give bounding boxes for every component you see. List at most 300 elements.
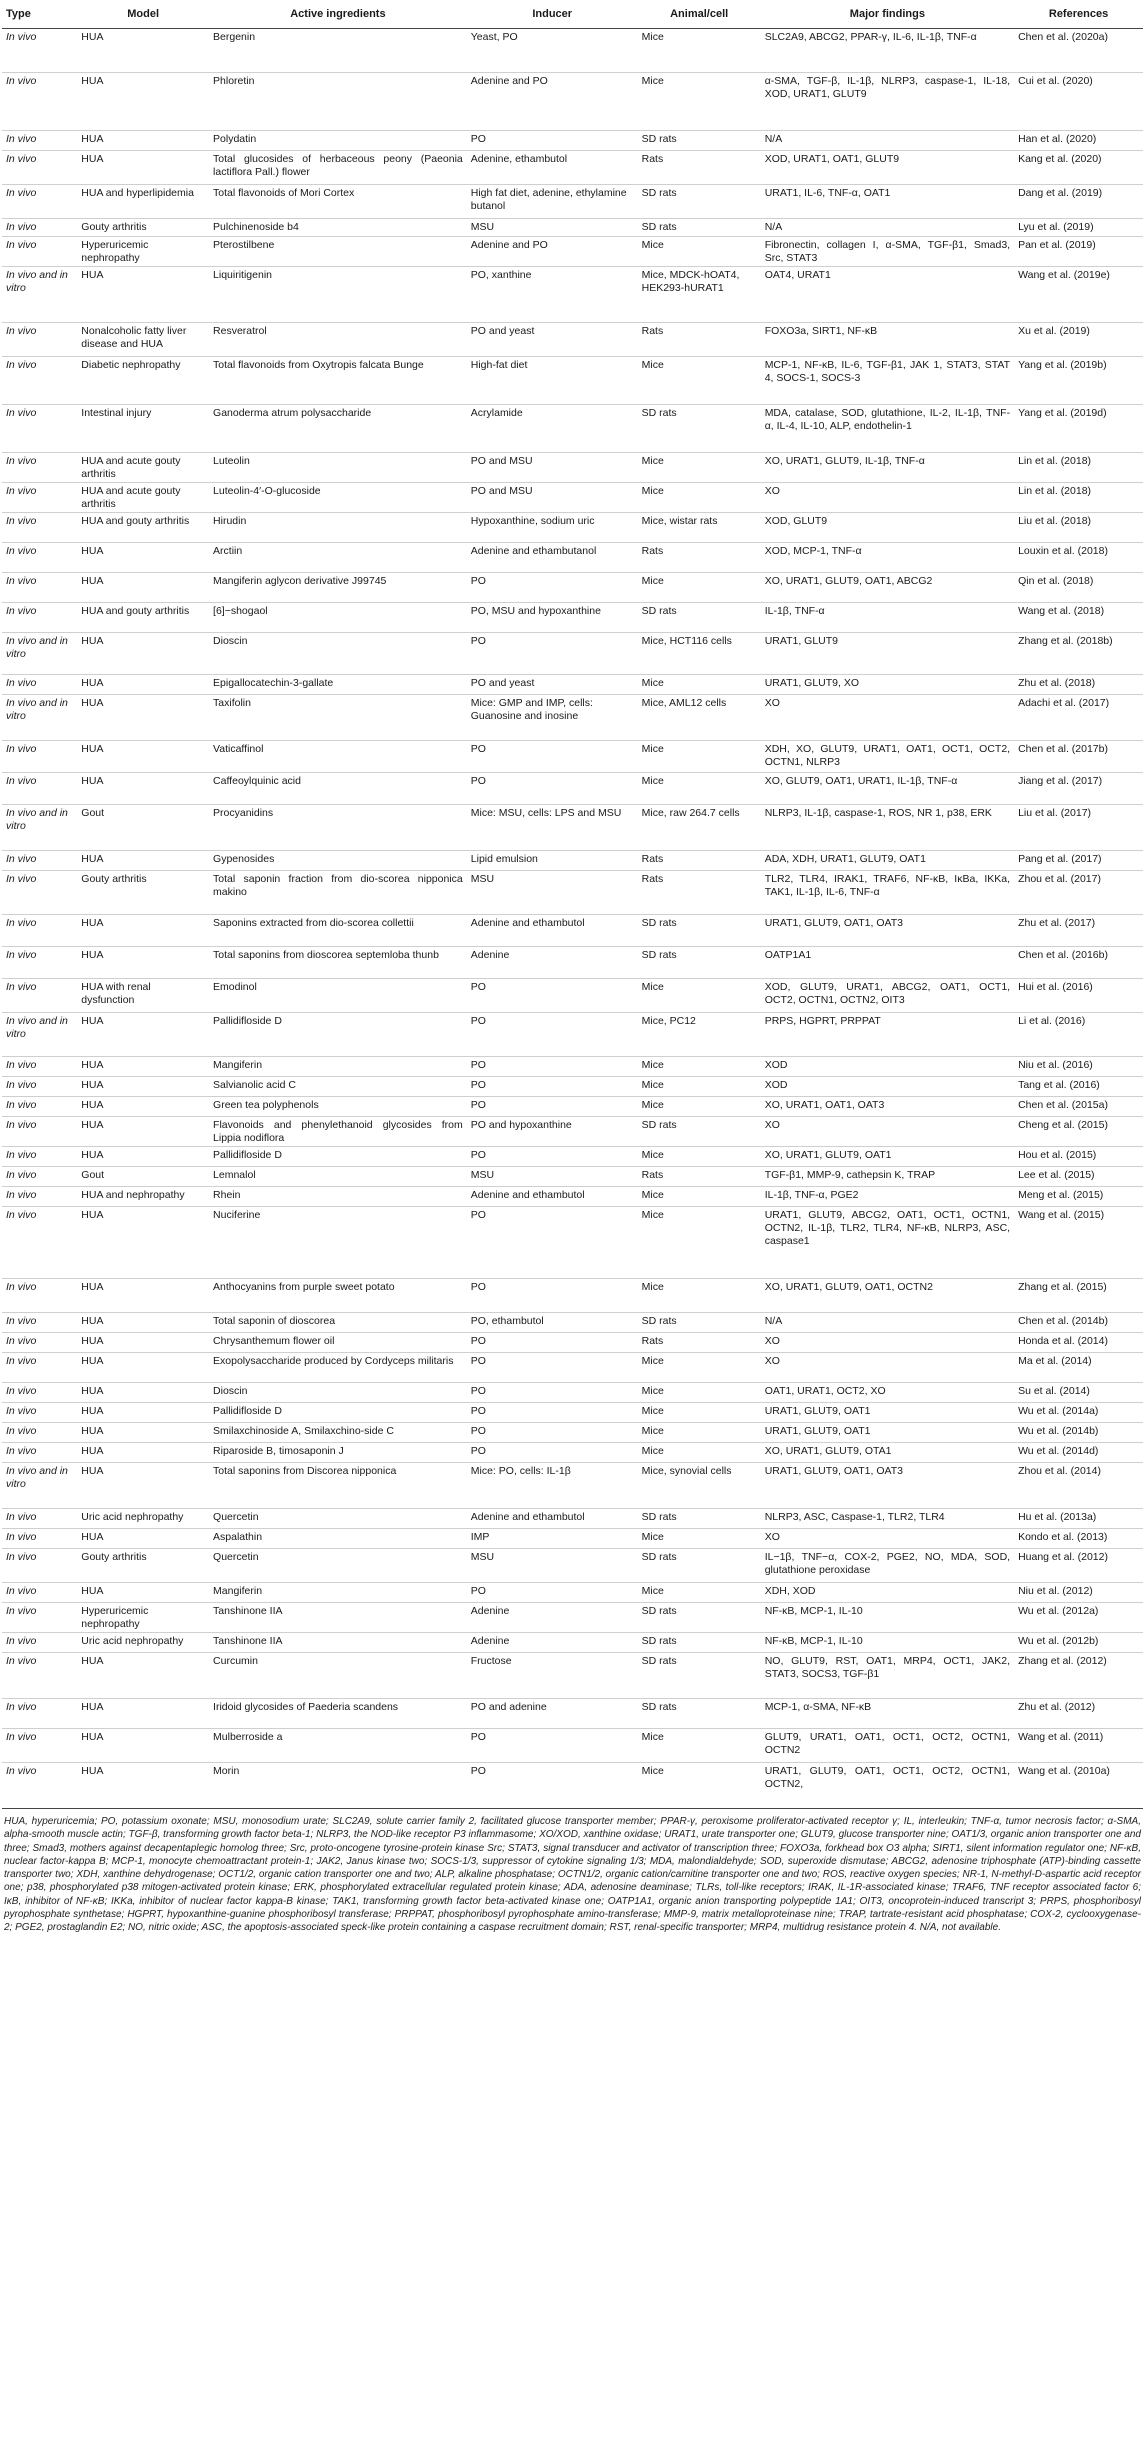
cell-model: Nonalcoholic fatty liver disease and HUA — [77, 323, 209, 357]
cell-model: HUA — [77, 1383, 209, 1403]
cell-major-findings: URAT1, GLUT9, OAT1, OAT3 — [761, 1463, 1014, 1509]
cell-active-ingredients: Hirudin — [209, 513, 467, 543]
cell-major-findings: XOD — [761, 1077, 1014, 1097]
cell-animal-cell: Rats — [638, 851, 761, 871]
cell-reference: Kondo et al. (2013) — [1014, 1529, 1143, 1549]
cell-active-ingredients: Total flavonoids of Mori Cortex — [209, 185, 467, 219]
cell-major-findings: α-SMA, TGF-β, IL-1β, NLRP3, caspase-1, IL-18, XOD, URAT1, GLUT9 — [761, 73, 1014, 131]
cell-model: Gout — [77, 805, 209, 851]
cell-animal-cell: Mice, wistar rats — [638, 513, 761, 543]
cell-active-ingredients: Arctiin — [209, 543, 467, 573]
table-footnote: HUA, hyperuricemia; PO, potassium oxonate; MSU, monosodium urate; SLC2A9, solute carrier family 2, facilitated glucose transporter member; PPAR-γ, peroxisome proliferator-activated receptor γ; IL, interleukin; TNF-α, tumor necrosis factor; α-SMA, alpha-smooth muscle actin; TGF-β, transforming growth factor beta-1; NLRP3, the NOD-like receptor P3 inflammasome; XO/XOD, xanthine oxidase; URAT1, urate transporter one; GLUT9, glucose transporter nine; OAT1/3, organic anion transporter one and three; Smad3, mothers against decapentaplegic homolog three; Src, proto-oncogene tyrosine-protein kinase Src; STAT3, signal transducer and activator of transcription three; FOXO3a, forkhead box O3 alpha; SIRT1, silent information regulator one; NF-κB, nuclear factor-kappa B; MCP-1, monocyte chemoattractant protein-1; JAK2, Janus kinase two; SOCS-1/3, suppressor of cytokine signaling 1/3; MDA, malondialdehyde; SOD, superoxide dismutase; ABCG2, adenosine triphosphate (ATP)-binding cassette transporter two; XDH, xanthine dehydrogenase; OCT1/2, organic cation transporter one and two; ALP, alkaline phosphatase; OCTN1/2, organic cation/carnitine transporter one and two; ROS, reactive oxygen species; NR-1, N-methyl-D-aspartic acid receptor one; p38, phosphorylated p38 mitogen-activated protein kinase; ERK, phosphorylated extracellular regulated protein kinase; ADA, adenosine deaminase; TLRs, toll-like receptors; IRAK, IL-1R-associated kinase; TRAF6, TNF receptor associated factor 6; IκB, inhibitor of NF-κB; IKKa, inhibitor of nuclear factor kappa-B kinase; TAK1, transforming growth factor beta-activated kinase one; OATP1A1, organic anion transporting polypeptide 1A1; OIT3, oncoprotein-induced transcript 3; PRPS, phosphoribosyl pyrophosphate synthetase; HGPRT, hypoxanthine-guanine phosphoribosyl transferase; PRPPAT, phosphoribosyl pyrophosphate amino-transferase; MMP-9, matrix metalloproteinase nine; TRAP, tartrate-resistant acid phosphatase; COX-2, cyclooxygenase-2; PGE2, prostaglandin E2; NO, nitric oxide; ASC, the apoptosis-associated speck-like protein containing a caspase recruitment domain; RST, renal-specific transporter; MRP4, multidrug resistance protein 4. N/A, not available. — [4, 1816, 1141, 1934]
cell-model: HUA — [77, 1279, 209, 1313]
column-header: Inducer — [467, 0, 638, 29]
table-row — [2, 1013, 1143, 1057]
cell-animal-cell: Rats — [638, 1333, 761, 1353]
cell-animal-cell: SD rats — [638, 1313, 761, 1333]
cell-inducer: PO — [467, 1383, 638, 1403]
cell-inducer: Adenine — [467, 1633, 638, 1653]
cell-active-ingredients: Resveratrol — [209, 323, 467, 357]
cell-reference: Liu et al. (2017) — [1014, 805, 1143, 851]
cell-inducer: MSU — [467, 1167, 638, 1187]
cell-reference: Li et al. (2016) — [1014, 1013, 1143, 1057]
cell-active-ingredients: Salvianolic acid C — [209, 1077, 467, 1097]
cell-active-ingredients: Pterostilbene — [209, 237, 467, 267]
cell-inducer: Adenine and ethambutol — [467, 1509, 638, 1529]
cell-animal-cell: Mice — [638, 1763, 761, 1809]
cell-inducer: PO — [467, 633, 638, 675]
cell-type: In vivo and in vitro — [2, 1463, 77, 1509]
column-header: Active ingredients — [209, 0, 467, 29]
cell-active-ingredients: Luteolin — [209, 453, 467, 483]
cell-inducer: Adenine, ethambutol — [467, 151, 638, 185]
cell-active-ingredients: Total saponin fraction from dio-scorea nipponica makino — [209, 871, 467, 915]
cell-reference: Tang et al. (2016) — [1014, 1077, 1143, 1097]
cell-type: In vivo — [2, 573, 77, 603]
cell-reference: Chen et al. (2014b) — [1014, 1313, 1143, 1333]
cell-model: HUA — [77, 1653, 209, 1699]
cell-active-ingredients: Ganoderma atrum polysaccharide — [209, 405, 467, 453]
cell-type: In vivo — [2, 1403, 77, 1423]
cell-inducer: Adenine and ethambutol — [467, 1187, 638, 1207]
table-row — [2, 1333, 1143, 1353]
cell-active-ingredients: Dioscin — [209, 633, 467, 675]
table-row — [2, 1403, 1143, 1423]
cell-type: In vivo — [2, 1699, 77, 1729]
cell-inducer: PO — [467, 1097, 638, 1117]
cell-reference: Zhu et al. (2018) — [1014, 675, 1143, 695]
cell-inducer: PO — [467, 1077, 638, 1097]
cell-reference: Adachi et al. (2017) — [1014, 695, 1143, 741]
table-row — [2, 1549, 1143, 1583]
cell-inducer: Fructose — [467, 1653, 638, 1699]
cell-active-ingredients: Curcumin — [209, 1653, 467, 1699]
cell-animal-cell: Mice — [638, 237, 761, 267]
cell-animal-cell: Mice — [638, 741, 761, 773]
cell-model: HUA — [77, 543, 209, 573]
table-row — [2, 633, 1143, 675]
cell-reference: Louxin et al. (2018) — [1014, 543, 1143, 573]
cell-type: In vivo — [2, 603, 77, 633]
cell-type: In vivo — [2, 947, 77, 979]
cell-animal-cell: Mice — [638, 979, 761, 1013]
cell-active-ingredients: Dioscin — [209, 1383, 467, 1403]
cell-inducer: PO — [467, 1279, 638, 1313]
cell-model: HUA — [77, 1147, 209, 1167]
cell-inducer: MSU — [467, 871, 638, 915]
cell-type: In vivo — [2, 513, 77, 543]
cell-reference: Zhu et al. (2017) — [1014, 915, 1143, 947]
cell-reference: Zhu et al. (2012) — [1014, 1699, 1143, 1729]
cell-inducer: PO — [467, 1403, 638, 1423]
cell-animal-cell: Mice — [638, 483, 761, 513]
cell-inducer: IMP — [467, 1529, 638, 1549]
cell-active-ingredients: Pallidifloside D — [209, 1013, 467, 1057]
cell-inducer: PO — [467, 1057, 638, 1077]
cell-active-ingredients: Lemnalol — [209, 1167, 467, 1187]
cell-model: HUA — [77, 573, 209, 603]
cell-type: In vivo — [2, 1653, 77, 1699]
cell-major-findings: MDA, catalase, SOD, glutathione, IL-2, IL-1β, TNF-α, IL-4, IL-10, ALP, endothelin-1 — [761, 405, 1014, 453]
cell-active-ingredients: Tanshinone IIA — [209, 1633, 467, 1653]
cell-model: HUA — [77, 675, 209, 695]
cell-animal-cell: SD rats — [638, 1653, 761, 1699]
table-row — [2, 1383, 1143, 1403]
cell-active-ingredients: Saponins extracted from dio-scorea collettii — [209, 915, 467, 947]
cell-type: In vivo — [2, 1423, 77, 1443]
cell-active-ingredients: Total saponin of dioscorea — [209, 1313, 467, 1333]
cell-active-ingredients: Exopolysaccharide produced by Cordyceps militaris — [209, 1353, 467, 1383]
table-row — [2, 1353, 1143, 1383]
cell-reference: Chen et al. (2017b) — [1014, 741, 1143, 773]
cell-reference: Zhang et al. (2015) — [1014, 1279, 1143, 1313]
table-row — [2, 1509, 1143, 1529]
cell-reference: Kang et al. (2020) — [1014, 151, 1143, 185]
cell-inducer: PO, ethambutol — [467, 1313, 638, 1333]
cell-model: HUA — [77, 1729, 209, 1763]
cell-major-findings: TGF-β1, MMP-9, cathepsin K, TRAP — [761, 1167, 1014, 1187]
cell-major-findings: XO — [761, 1353, 1014, 1383]
table-row — [2, 805, 1143, 851]
cell-model: Uric acid nephropathy — [77, 1633, 209, 1653]
cell-inducer: Yeast, PO — [467, 29, 638, 73]
cell-animal-cell: Mice — [638, 773, 761, 805]
cell-reference: Wu et al. (2014a) — [1014, 1403, 1143, 1423]
cell-major-findings: XO, URAT1, GLUT9, OAT1, ABCG2 — [761, 573, 1014, 603]
cell-model: HUA — [77, 267, 209, 323]
cell-model: HUA — [77, 1353, 209, 1383]
table-row — [2, 1147, 1143, 1167]
cell-major-findings: IL−1β, TNF−α, COX-2, PGE2, NO, MDA, SOD, glutathione peroxidase — [761, 1549, 1014, 1583]
cell-active-ingredients: Nuciferine — [209, 1207, 467, 1279]
cell-reference: Han et al. (2020) — [1014, 131, 1143, 151]
cell-type: In vivo — [2, 1167, 77, 1187]
cell-major-findings: XO, URAT1, GLUT9, OTA1 — [761, 1443, 1014, 1463]
cell-animal-cell: Mice — [638, 1147, 761, 1167]
cell-animal-cell: Mice, PC12 — [638, 1013, 761, 1057]
cell-major-findings: XO, URAT1, OAT1, OAT3 — [761, 1097, 1014, 1117]
cell-type: In vivo — [2, 1509, 77, 1529]
cell-major-findings: XO — [761, 1333, 1014, 1353]
cell-model: HUA — [77, 1013, 209, 1057]
cell-model: HUA — [77, 1403, 209, 1423]
column-header: Model — [77, 0, 209, 29]
cell-inducer: Lipid emulsion — [467, 851, 638, 871]
cell-reference: Lyu et al. (2019) — [1014, 219, 1143, 237]
cell-inducer: PO and yeast — [467, 323, 638, 357]
cell-major-findings: OAT1, URAT1, OCT2, XO — [761, 1383, 1014, 1403]
cell-animal-cell: Mice — [638, 453, 761, 483]
cell-inducer: PO — [467, 1763, 638, 1809]
cell-type: In vivo — [2, 979, 77, 1013]
cell-inducer: PO — [467, 1353, 638, 1383]
cell-major-findings: PRPS, HGPRT, PRPPAT — [761, 1013, 1014, 1057]
cell-animal-cell: SD rats — [638, 405, 761, 453]
cell-type: In vivo — [2, 871, 77, 915]
cell-reference: Wang et al. (2010a) — [1014, 1763, 1143, 1809]
cell-animal-cell: Rats — [638, 543, 761, 573]
cell-major-findings: OAT4, URAT1 — [761, 267, 1014, 323]
cell-type: In vivo — [2, 1333, 77, 1353]
table-row — [2, 151, 1143, 185]
cell-active-ingredients: Quercetin — [209, 1509, 467, 1529]
cell-major-findings: XOD, GLUT9, URAT1, ABCG2, OAT1, OCT1, OCT2, OCTN1, OCTN2, OIT3 — [761, 979, 1014, 1013]
cell-animal-cell: SD rats — [638, 1603, 761, 1633]
cell-model: HUA — [77, 1057, 209, 1077]
cell-inducer: PO and hypoxanthine — [467, 1117, 638, 1147]
cell-major-findings: IL-1β, TNF-α — [761, 603, 1014, 633]
table-body — [2, 29, 1143, 1809]
cell-major-findings: NLRP3, ASC, Caspase-1, TLR2, TLR4 — [761, 1509, 1014, 1529]
cell-active-ingredients: Total flavonoids from Oxytropis falcata Bunge — [209, 357, 467, 405]
cell-model: HUA and hyperlipidemia — [77, 185, 209, 219]
cell-major-findings: NF-κB, MCP-1, IL-10 — [761, 1603, 1014, 1633]
cell-type: In vivo — [2, 1603, 77, 1633]
column-header: Animal/cell — [638, 0, 761, 29]
cell-type: In vivo — [2, 1117, 77, 1147]
cell-major-findings: N/A — [761, 131, 1014, 151]
cell-active-ingredients: Pulchinenoside b4 — [209, 219, 467, 237]
cell-active-ingredients: Pallidifloside D — [209, 1403, 467, 1423]
cell-type: In vivo — [2, 1279, 77, 1313]
cell-active-ingredients: Mangiferin — [209, 1057, 467, 1077]
table-row — [2, 1279, 1143, 1313]
cell-animal-cell: Mice — [638, 1207, 761, 1279]
column-header: Type — [2, 0, 77, 29]
table-row — [2, 603, 1143, 633]
table-row — [2, 1207, 1143, 1279]
cell-animal-cell: Rats — [638, 871, 761, 915]
cell-model: HUA and nephropathy — [77, 1187, 209, 1207]
cell-animal-cell: Mice — [638, 1583, 761, 1603]
cell-active-ingredients: Liquiritigenin — [209, 267, 467, 323]
table-row — [2, 1167, 1143, 1187]
cell-inducer: PO — [467, 131, 638, 151]
cell-type: In vivo — [2, 1313, 77, 1333]
cell-model: HUA — [77, 915, 209, 947]
cell-inducer: PO — [467, 741, 638, 773]
cell-type: In vivo — [2, 1077, 77, 1097]
cell-inducer: PO — [467, 1147, 638, 1167]
cell-inducer: Adenine — [467, 1603, 638, 1633]
cell-animal-cell: Mice, AML12 cells — [638, 695, 761, 741]
table-row — [2, 29, 1143, 73]
cell-animal-cell: Mice — [638, 1403, 761, 1423]
cell-type: In vivo — [2, 1529, 77, 1549]
cell-animal-cell: SD rats — [638, 219, 761, 237]
cell-inducer: MSU — [467, 219, 638, 237]
cell-inducer: Mice: MSU, cells: LPS and MSU — [467, 805, 638, 851]
cell-model: HUA — [77, 695, 209, 741]
cell-major-findings: XO — [761, 1529, 1014, 1549]
cell-animal-cell: Mice, raw 264.7 cells — [638, 805, 761, 851]
cell-animal-cell: Mice — [638, 1097, 761, 1117]
table-row — [2, 1633, 1143, 1653]
cell-type: In vivo — [2, 915, 77, 947]
cell-inducer: PO — [467, 773, 638, 805]
cell-active-ingredients: [6]−shogaol — [209, 603, 467, 633]
cell-active-ingredients: Rhein — [209, 1187, 467, 1207]
cell-animal-cell: SD rats — [638, 1699, 761, 1729]
cell-inducer: PO — [467, 979, 638, 1013]
cell-type: In vivo and in vitro — [2, 267, 77, 323]
cell-type: In vivo and in vitro — [2, 695, 77, 741]
table-row — [2, 1097, 1143, 1117]
cell-reference: Niu et al. (2012) — [1014, 1583, 1143, 1603]
cell-inducer: PO and MSU — [467, 483, 638, 513]
cell-animal-cell: Mice, MDCK-hOAT4, HEK293-hURAT1 — [638, 267, 761, 323]
cell-model: Gouty arthritis — [77, 1549, 209, 1583]
cell-animal-cell: Rats — [638, 1167, 761, 1187]
cell-reference: Zhou et al. (2014) — [1014, 1463, 1143, 1509]
cell-inducer: PO — [467, 573, 638, 603]
table-row — [2, 219, 1143, 237]
cell-reference: Yang et al. (2019d) — [1014, 405, 1143, 453]
table-row — [2, 1529, 1143, 1549]
cell-animal-cell: Mice — [638, 675, 761, 695]
cell-animal-cell: Rats — [638, 151, 761, 185]
cell-reference: Zhou et al. (2017) — [1014, 871, 1143, 915]
cell-active-ingredients: Pallidifloside D — [209, 1147, 467, 1167]
cell-active-ingredients: Anthocyanins from purple sweet potato — [209, 1279, 467, 1313]
cell-model: HUA and acute gouty arthritis — [77, 483, 209, 513]
cell-major-findings: XOD, URAT1, OAT1, GLUT9 — [761, 151, 1014, 185]
cell-active-ingredients: Mangiferin — [209, 1583, 467, 1603]
table-row — [2, 405, 1143, 453]
cell-model: Intestinal injury — [77, 405, 209, 453]
cell-animal-cell: Mice — [638, 29, 761, 73]
cell-reference: Wu et al. (2012a) — [1014, 1603, 1143, 1633]
table-row — [2, 851, 1143, 871]
table-row — [2, 185, 1143, 219]
cell-model: HUA — [77, 73, 209, 131]
cell-reference: Chen et al. (2015a) — [1014, 1097, 1143, 1117]
cell-active-ingredients: Green tea polyphenols — [209, 1097, 467, 1117]
cell-animal-cell: SD rats — [638, 185, 761, 219]
cell-type: In vivo — [2, 741, 77, 773]
cell-animal-cell: Mice, HCT116 cells — [638, 633, 761, 675]
table-row — [2, 1699, 1143, 1729]
cell-model: HUA — [77, 1117, 209, 1147]
cell-active-ingredients: Taxifolin — [209, 695, 467, 741]
cell-inducer: PO — [467, 1443, 638, 1463]
cell-model: HUA with renal dysfunction — [77, 979, 209, 1013]
cell-animal-cell: Rats — [638, 323, 761, 357]
cell-major-findings: XOD — [761, 1057, 1014, 1077]
cell-active-ingredients: Chrysanthemum flower oil — [209, 1333, 467, 1353]
cell-major-findings: N/A — [761, 219, 1014, 237]
cell-reference: Wang et al. (2018) — [1014, 603, 1143, 633]
cell-active-ingredients: Flavonoids and phenylethanoid glycosides from Lippia nodiflora — [209, 1117, 467, 1147]
table-row — [2, 915, 1143, 947]
cell-model: HUA — [77, 1763, 209, 1809]
cell-type: In vivo — [2, 773, 77, 805]
table-row — [2, 73, 1143, 131]
column-header: References — [1014, 0, 1143, 29]
cell-inducer: PO — [467, 1333, 638, 1353]
cell-active-ingredients: Morin — [209, 1763, 467, 1809]
table-row — [2, 1313, 1143, 1333]
cell-reference: Wang et al. (2015) — [1014, 1207, 1143, 1279]
table-row — [2, 543, 1143, 573]
cell-reference: Cheng et al. (2015) — [1014, 1117, 1143, 1147]
cell-type: In vivo — [2, 73, 77, 131]
cell-inducer: PO — [467, 1423, 638, 1443]
table-row — [2, 1187, 1143, 1207]
cell-inducer: Adenine — [467, 947, 638, 979]
cell-active-ingredients: Phloretin — [209, 73, 467, 131]
cell-major-findings: XO — [761, 483, 1014, 513]
cell-major-findings: OATP1A1 — [761, 947, 1014, 979]
cell-major-findings: URAT1, GLUT9, ABCG2, OAT1, OCT1, OCTN1, OCTN2, IL-1β, TLR2, TLR4, NF-κB, NLRP3, ASC, caspase1 — [761, 1207, 1014, 1279]
cell-model: Hyperuricemic nephropathy — [77, 237, 209, 267]
cell-model: HUA — [77, 151, 209, 185]
cell-reference: Honda et al. (2014) — [1014, 1333, 1143, 1353]
table-row — [2, 1583, 1143, 1603]
cell-major-findings: XO, URAT1, GLUT9, OAT1 — [761, 1147, 1014, 1167]
cell-animal-cell: SD rats — [638, 603, 761, 633]
cell-active-ingredients: Polydatin — [209, 131, 467, 151]
cell-active-ingredients: Vaticaffinol — [209, 741, 467, 773]
table-row — [2, 1653, 1143, 1699]
cell-type: In vivo — [2, 1207, 77, 1279]
table-row — [2, 1443, 1143, 1463]
table-row — [2, 871, 1143, 915]
table-row — [2, 513, 1143, 543]
cell-type: In vivo — [2, 1583, 77, 1603]
cell-reference: Lee et al. (2015) — [1014, 1167, 1143, 1187]
cell-major-findings: TLR2, TLR4, IRAK1, TRAF6, NF-κB, IκBa, IKKa, TAK1, IL-1β, IL-6, TNF-α — [761, 871, 1014, 915]
cell-reference: Zhang et al. (2018b) — [1014, 633, 1143, 675]
cell-reference: Wu et al. (2012b) — [1014, 1633, 1143, 1653]
cell-inducer: High-fat diet — [467, 357, 638, 405]
cell-type: In vivo — [2, 1097, 77, 1117]
cell-major-findings: XDH, XO, GLUT9, URAT1, OAT1, OCT1, OCT2, OCTN1, NLRP3 — [761, 741, 1014, 773]
cell-major-findings: XO — [761, 695, 1014, 741]
cell-inducer: PO, MSU and hypoxanthine — [467, 603, 638, 633]
cell-model: HUA — [77, 1463, 209, 1509]
table-row — [2, 453, 1143, 483]
cell-reference: Wang et al. (2019e) — [1014, 267, 1143, 323]
cell-animal-cell: Mice, synovial cells — [638, 1463, 761, 1509]
table-row — [2, 741, 1143, 773]
cell-inducer: PO and MSU — [467, 453, 638, 483]
cell-inducer: Hypoxanthine, sodium uric — [467, 513, 638, 543]
cell-animal-cell: Mice — [638, 357, 761, 405]
cell-active-ingredients: Gypenosides — [209, 851, 467, 871]
cell-inducer: MSU — [467, 1549, 638, 1583]
cell-type: In vivo — [2, 1353, 77, 1383]
cell-model: Uric acid nephropathy — [77, 1509, 209, 1529]
table-row — [2, 1729, 1143, 1763]
cell-inducer: Adenine and ethambutanol — [467, 543, 638, 573]
cell-model: HUA — [77, 851, 209, 871]
cell-type: In vivo and in vitro — [2, 633, 77, 675]
cell-reference: Dang et al. (2019) — [1014, 185, 1143, 219]
table-row — [2, 1463, 1143, 1509]
cell-active-ingredients: Total saponins from dioscorea septemloba thunb — [209, 947, 467, 979]
cell-major-findings: URAT1, GLUT9, XO — [761, 675, 1014, 695]
cell-inducer: PO — [467, 1013, 638, 1057]
cell-reference: Qin et al. (2018) — [1014, 573, 1143, 603]
table-row — [2, 267, 1143, 323]
cell-type: In vivo — [2, 237, 77, 267]
cell-type: In vivo — [2, 1383, 77, 1403]
cell-major-findings: XDH, XOD — [761, 1583, 1014, 1603]
cell-type: In vivo — [2, 483, 77, 513]
cell-major-findings: XO — [761, 1117, 1014, 1147]
table-row — [2, 573, 1143, 603]
